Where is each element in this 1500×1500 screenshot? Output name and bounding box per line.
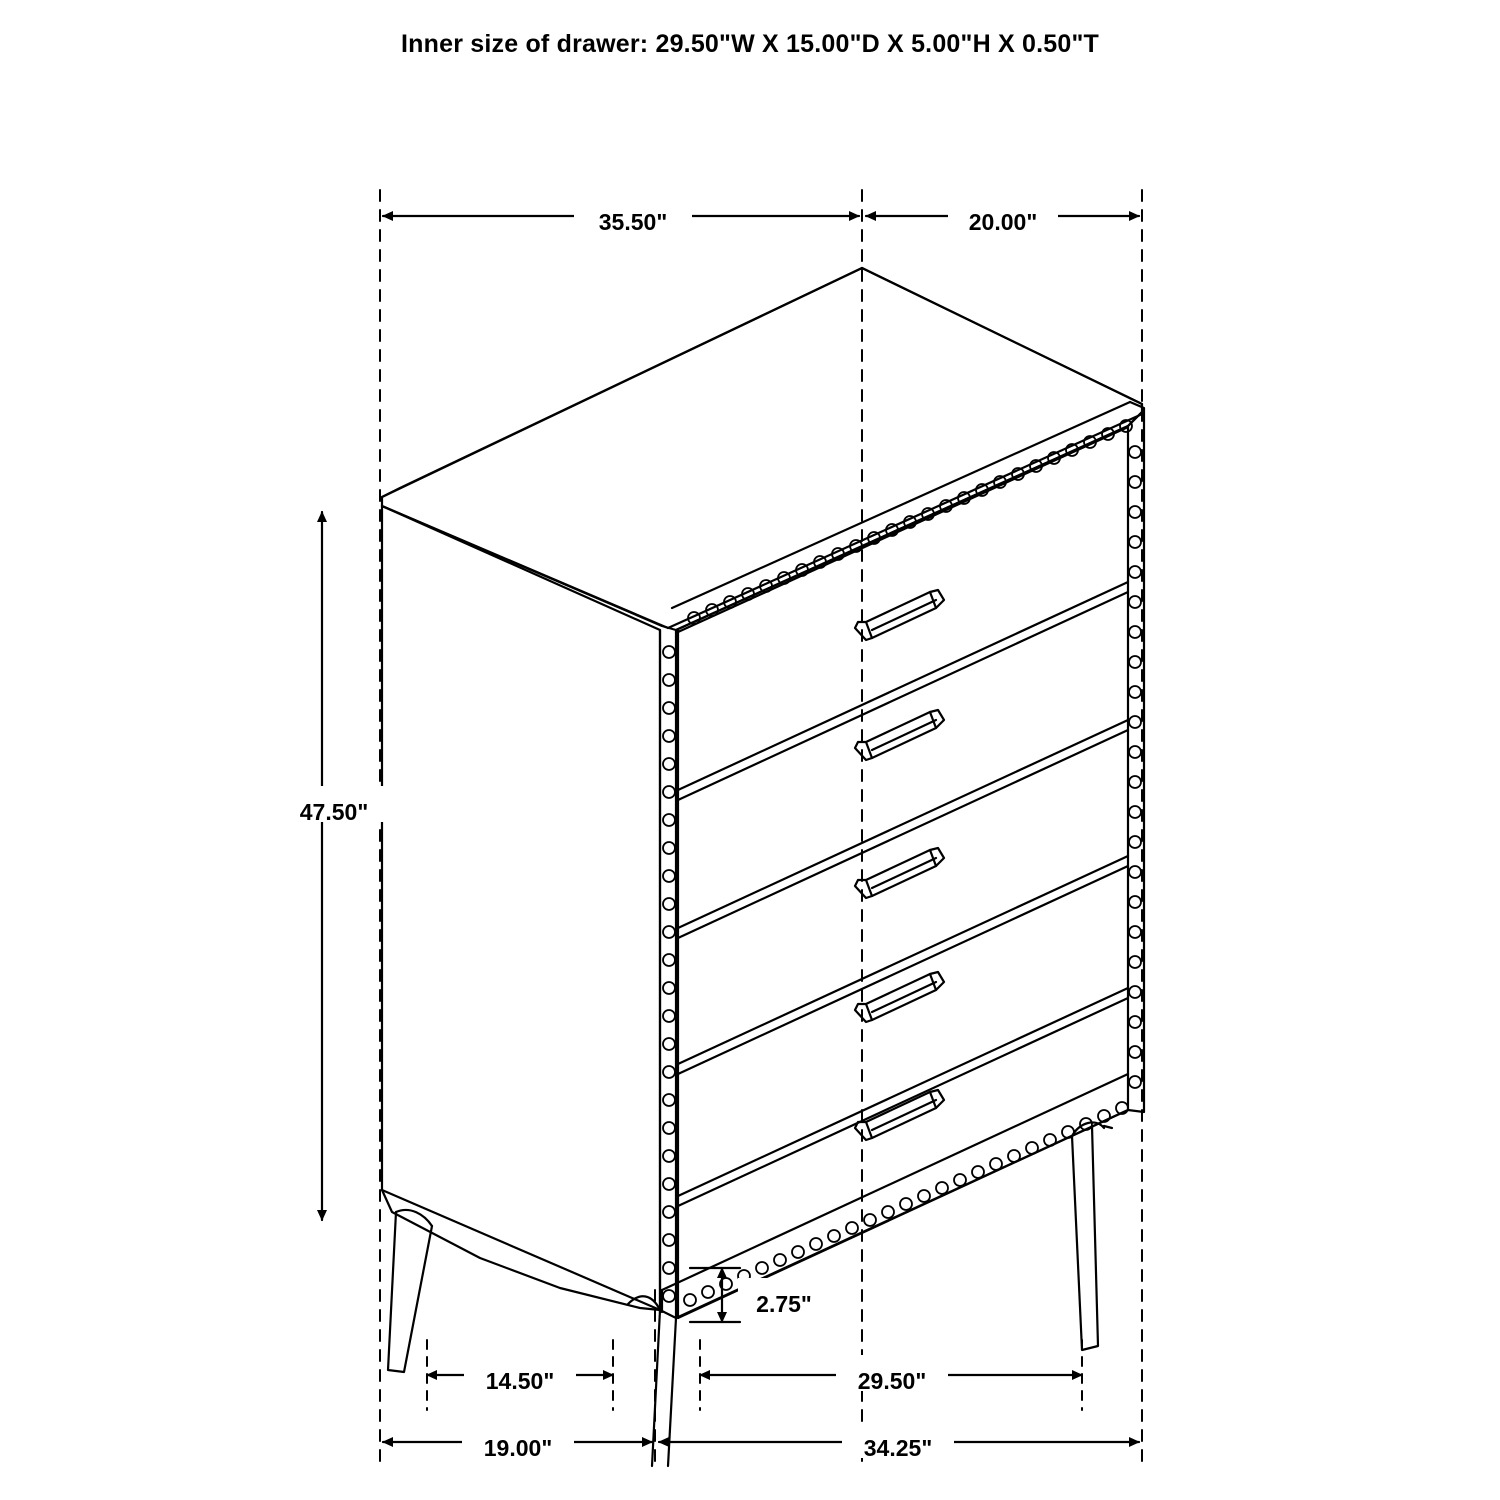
label-base-outer-right: 34.25" (863, 1435, 933, 1462)
drawer-handle (855, 972, 944, 1022)
label-base-outer-left: 19.00" (483, 1435, 553, 1462)
nailhead-studs-corner (663, 646, 675, 1302)
chest-front-face (676, 426, 1128, 1318)
nailhead-studs-bottom (684, 1102, 1128, 1306)
dimension-labels (278, 196, 1058, 1461)
drawer-handle (855, 848, 944, 898)
label-leg-height: 2.75" (756, 1291, 812, 1318)
nailhead-studs-top (688, 420, 1132, 624)
page-title: Inner size of drawer: 29.50"W X 15.00"D X 5.00"H X 0.50"T (401, 30, 1099, 58)
drawer-handle (855, 590, 944, 640)
drawer-dividers (678, 582, 1128, 1206)
label-base-inner-left: 14.50" (485, 1368, 555, 1395)
label-base-inner-right: 29.50" (857, 1368, 927, 1395)
dimension-leg-height (690, 1268, 740, 1322)
nailhead-studs-right (1129, 446, 1141, 1088)
label-top-width-front: 35.50" (598, 209, 668, 236)
label-height: 47.50" (299, 799, 369, 826)
drawer-handle (855, 1090, 944, 1140)
drawer-handle (855, 710, 944, 760)
chest-left-side-panel (382, 506, 660, 1310)
label-top-width-side: 20.00" (968, 209, 1038, 236)
nailhead-top-band (672, 402, 1144, 1112)
